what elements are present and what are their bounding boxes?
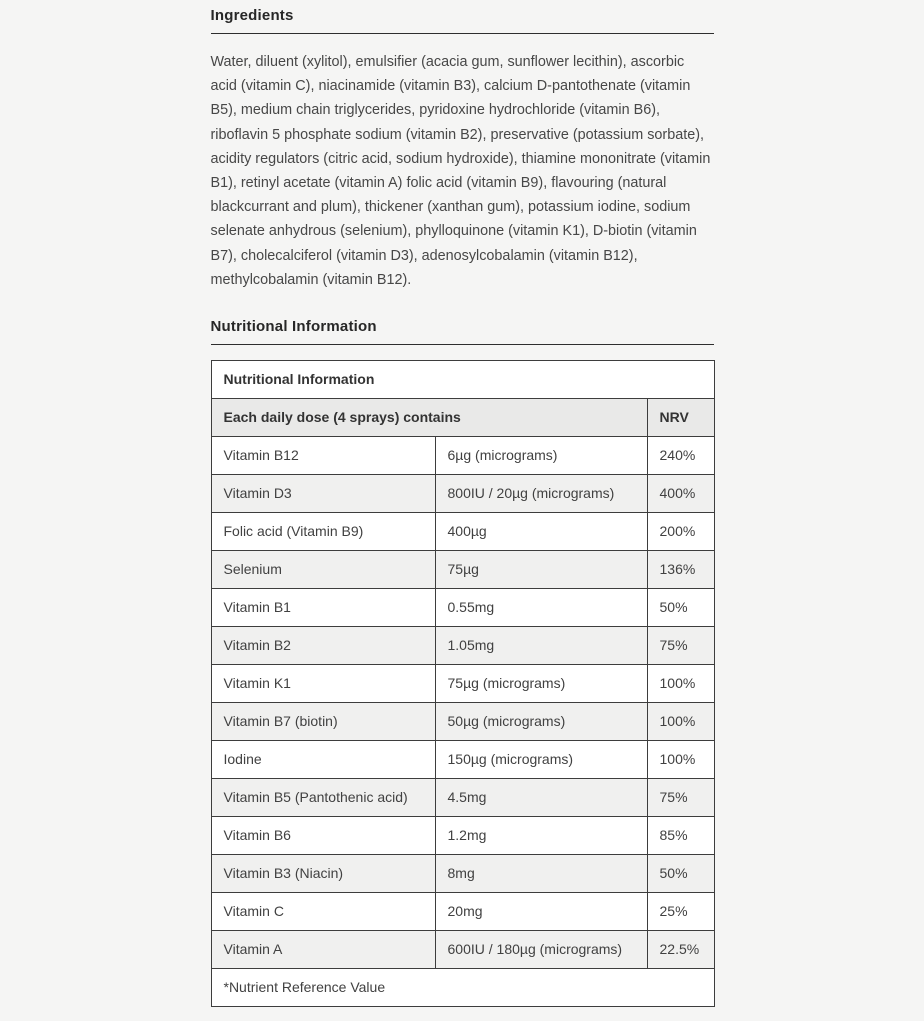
- nutrient-nrv: 85%: [647, 817, 714, 855]
- nutrient-name: Vitamin B2: [211, 627, 435, 665]
- nutrient-name: Vitamin A: [211, 931, 435, 969]
- ingredients-heading: Ingredients: [211, 6, 714, 34]
- nutrient-nrv: 136%: [647, 551, 714, 589]
- table-row: [211, 779, 714, 817]
- nutrient-amount: 1.05mg: [435, 627, 647, 665]
- nutrient-amount: 4.5mg: [435, 779, 647, 817]
- product-info-section: [211, 0, 714, 1007]
- nutrient-amount: 75µg (micrograms): [435, 665, 647, 703]
- nutrient-name: Vitamin K1: [211, 665, 435, 703]
- table-row: [211, 513, 714, 551]
- nutrient-name: Vitamin B5 (Pantothenic acid): [211, 779, 435, 817]
- nutrient-name: Vitamin B7 (biotin): [211, 703, 435, 741]
- table-row: [211, 931, 714, 969]
- table-row: [211, 893, 714, 931]
- table-row: [211, 551, 714, 589]
- table-row: [211, 817, 714, 855]
- table-row: [211, 741, 714, 779]
- nutrient-nrv: 100%: [647, 665, 714, 703]
- nutrient-name: Folic acid (Vitamin B9): [211, 513, 435, 551]
- table-footnote-row: [211, 969, 714, 1007]
- nutrient-name: Vitamin C: [211, 893, 435, 931]
- nutrient-name: Vitamin D3: [211, 475, 435, 513]
- nutrient-nrv: 75%: [647, 627, 714, 665]
- table-row: [211, 589, 714, 627]
- nutrient-amount: 150µg (micrograms): [435, 741, 647, 779]
- nutrient-nrv: 400%: [647, 475, 714, 513]
- nutrient-nrv: 240%: [647, 437, 714, 475]
- nutrient-nrv: 22.5%: [647, 931, 714, 969]
- nutrient-amount: 20mg: [435, 893, 647, 931]
- ingredients-paragraph: Water, diluent (xylitol), emulsifier (acacia gum, sunflower lecithin), ascorbic acid (vitamin C), niacinamide (vitamin B3), calcium D-pantothenate (vitamin B5), medium chain triglycerides, pyridoxine hydrochloride (vitamin B6), riboflavin 5 phosphate sodium (vitamin B2), preservative (potassium sorbate), acidity regulators (citric acid, sodium hydroxide), thiamine mononitrate (vitamin B1), retinyl acetate (vitamin A) folic acid (vitamin B9), flavouring (natural blackcurrant and plum), thickener (xanthan gum), potassium iodine, sodium selenate anhydrous (selenium), phylloquinone (vitamin K1), D-biotin (vitamin B7), cholecalciferol (vitamin D3), adenosylcobalamin (vitamin B12), methylcobalamin (vitamin B12).: [210, 54, 711, 288]
- nutrient-amount: 800IU / 20µg (micrograms): [435, 475, 647, 513]
- nutrient-name: Vitamin B6: [211, 817, 435, 855]
- nutrient-name: Iodine: [211, 741, 435, 779]
- table-row: [211, 437, 714, 475]
- nutrient-amount: 600IU / 180µg (micrograms): [435, 931, 647, 969]
- nutrient-amount: 6µg (micrograms): [435, 437, 647, 475]
- nutrient-nrv: 75%: [647, 779, 714, 817]
- nutrient-nrv: 100%: [647, 703, 714, 741]
- table-row: [211, 665, 714, 703]
- nutrient-amount: 8mg: [435, 855, 647, 893]
- nutrient-amount: 400µg: [435, 513, 647, 551]
- nutrient-nrv: 200%: [647, 513, 714, 551]
- table-row: [211, 475, 714, 513]
- nutrient-nrv: 50%: [647, 855, 714, 893]
- nutrient-reference-footnote: *Nutrient Reference Value: [211, 969, 714, 1007]
- nutrition-table: [211, 360, 715, 1007]
- nutrient-amount: 50µg (micrograms): [435, 703, 647, 741]
- nutrient-nrv: 100%: [647, 741, 714, 779]
- table-header-row: [211, 399, 714, 437]
- nutrient-nrv: 50%: [647, 589, 714, 627]
- nutrient-name: Vitamin B1: [211, 589, 435, 627]
- nutrient-name: Vitamin B3 (Niacin): [211, 855, 435, 893]
- table-row: [211, 855, 714, 893]
- nutrient-amount: 0.55mg: [435, 589, 647, 627]
- nutritional-information-heading: Nutritional Information: [211, 317, 714, 345]
- table-row: [211, 703, 714, 741]
- nutrient-nrv: 25%: [647, 893, 714, 931]
- nutrient-name: Vitamin B12: [211, 437, 435, 475]
- table-row: [211, 627, 714, 665]
- nutrient-amount: 1.2mg: [435, 817, 647, 855]
- nutrient-name: Selenium: [211, 551, 435, 589]
- dose-column-header: Each daily dose (4 sprays) contains: [211, 399, 647, 437]
- nrv-column-header: NRV: [647, 399, 714, 437]
- table-title-row: [211, 361, 714, 399]
- nutrient-amount: 75µg: [435, 551, 647, 589]
- table-title: Nutritional Information: [211, 361, 714, 399]
